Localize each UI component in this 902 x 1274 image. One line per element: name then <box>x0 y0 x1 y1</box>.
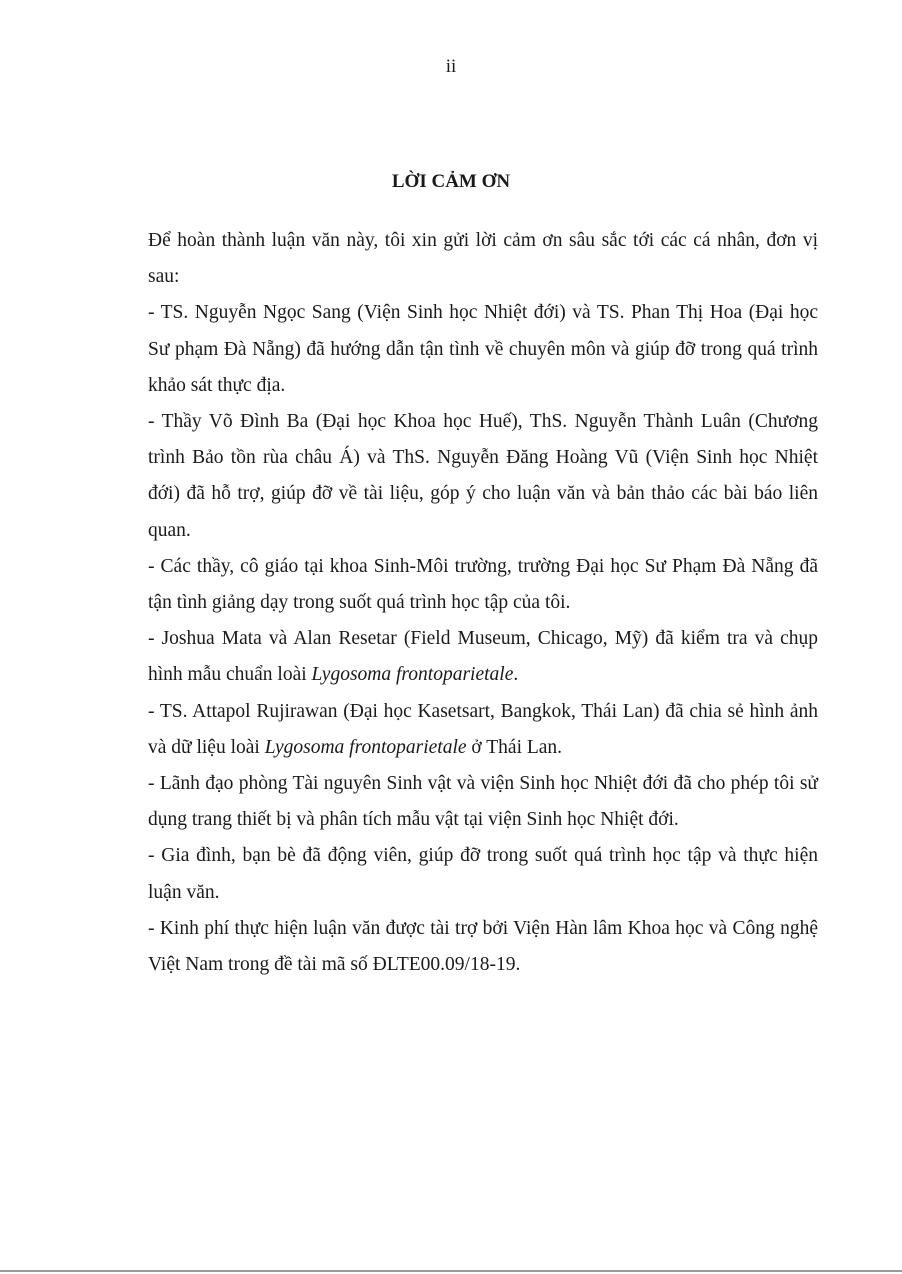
acknowledgements-body <box>148 223 818 983</box>
ack-item-field-museum <box>148 621 818 693</box>
intro-paragraph: Để hoàn thành luận văn này, tôi xin gửi lời cảm ơn sâu sắc tới các cá nhân, đơn vị sau: <box>148 230 818 288</box>
ack-item-funding: - Kinh phí thực hiện luận văn được tài trợ bởi Viện Hàn lâm Khoa học và Công nghệ Việt Nam trong đề tài mã số ĐLTE00.09/18-19. <box>148 917 818 976</box>
bottom-rule <box>0 1270 902 1272</box>
ack-item-family: - Gia đình, bạn bè đã động viên, giúp đỡ trong suốt quá trình học tập và thực hiện luận văn. <box>148 845 818 903</box>
ack-item-kasetsart <box>148 694 818 766</box>
species-name: Lygosoma frontoparietale <box>264 736 467 758</box>
ack-item-kasetsart-text: - TS. Attapol Rujirawan (Đại học Kasetsart, Bangkok, Thái Lan) đã chia sẻ hình ảnh và dữ liệu loài <box>148 700 818 758</box>
ack-item-supervisors: - TS. Nguyễn Ngọc Sang (Viện Sinh học Nhiệt đới) và TS. Phan Thị Hoa (Đại học Sư phạm Đà Nẵng) đã hướng dẫn tận tình về chuyên môn và giúp đỡ trong quá trình khảo sát thực địa. <box>148 302 818 396</box>
ack-item-field-museum-end: . <box>513 664 519 686</box>
species-name: Lygosoma frontoparietale <box>311 664 514 686</box>
ack-item-kasetsart-end: ở Thái Lan. <box>466 736 563 758</box>
ack-item-leadership: - Lãnh đạo phòng Tài nguyên Sinh vật và viện Sinh học Nhiệt đới đã cho phép tôi sử dụng trang thiết bị và phân tích mẫu vật tại viện Sinh học Nhiệt đới. <box>148 773 818 831</box>
page-title: LỜI CẢM ƠN <box>391 171 511 192</box>
ack-item-advisors: - Thầy Võ Đình Ba (Đại học Khoa học Huế), ThS. Nguyễn Thành Luân (Chương trình Bảo tồn rùa châu Á) và ThS. Nguyễn Đăng Hoàng Vũ (Viện Sinh học Nhiệt đới) đã hỗ trợ, giúp đỡ về tài liệu, góp ý cho luận văn và bản thảo các bài báo liên quan. <box>148 411 818 541</box>
ack-item-field-museum-text: - Joshua Mata và Alan Resetar (Field Museum, Chicago, Mỹ) đã kiểm tra và chụp hình mẫu chuẩn loài <box>148 628 818 686</box>
page-number: ii <box>445 56 457 77</box>
ack-item-teachers: - Các thầy, cô giáo tại khoa Sinh-Môi trường, trường Đại học Sư Phạm Đà Nẵng đã tận tình giảng dạy trong suốt quá trình học tập của tôi. <box>148 555 818 614</box>
